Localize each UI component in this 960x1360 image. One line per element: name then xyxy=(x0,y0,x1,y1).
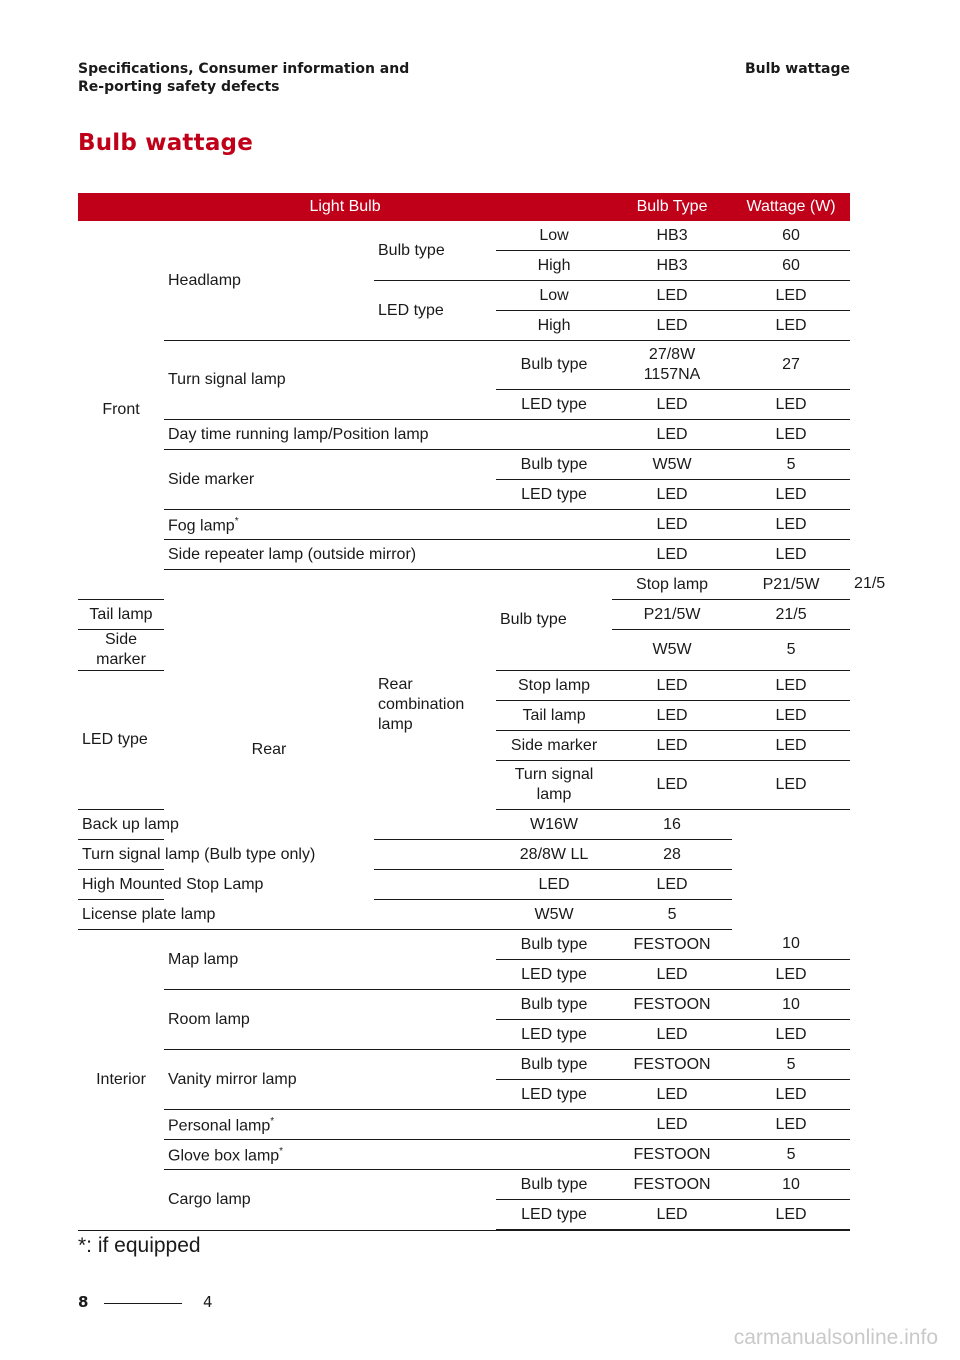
lamp-subtype: LED type xyxy=(78,671,164,810)
wattage-cell: LED xyxy=(732,671,850,701)
wattage-cell: LED xyxy=(732,390,850,420)
bulb-type-cell: 27/8W 1157NA xyxy=(612,341,732,390)
lamp-variant: High xyxy=(496,251,612,281)
lamp-variant: Side marker xyxy=(496,731,612,761)
bulb-type-cell: LED xyxy=(612,1200,732,1231)
header-wattage: Wattage (W) xyxy=(732,193,850,221)
wattage-cell: LED xyxy=(732,281,850,311)
table-row xyxy=(78,510,850,540)
page-title: Bulb wattage xyxy=(78,130,254,156)
lamp-name: Turn signal lamp (Bulb type only) xyxy=(78,840,496,870)
equipped-asterisk: * xyxy=(270,1116,275,1128)
wattage-cell: 10 xyxy=(732,1170,850,1200)
bulb-type-cell: LED xyxy=(612,510,732,540)
lamp-variant: Stop lamp xyxy=(496,671,612,701)
table-row xyxy=(78,420,850,450)
bulb-type-cell: LED xyxy=(612,420,732,450)
bulb-type-cell: FESTOON xyxy=(612,1170,732,1200)
wattage-cell: 60 xyxy=(732,221,850,251)
wattage-cell: 5 xyxy=(732,450,850,480)
lamp-subtype: LED type xyxy=(496,480,612,510)
footnote-if-equipped: *: if equipped xyxy=(78,1234,201,1257)
bulb-type-cell: FESTOON xyxy=(612,930,732,960)
bulb-type-cell: FESTOON xyxy=(612,990,732,1020)
bulb-type-cell: W5W xyxy=(612,450,732,480)
bulb-type-cell: LED xyxy=(612,540,732,570)
lamp-name: Fog lamp* xyxy=(164,510,612,540)
lamp-name: Vanity mirror lamp xyxy=(164,1050,496,1110)
wattage-cell: LED xyxy=(732,311,850,341)
bulb-type-cell: LED xyxy=(612,1080,732,1110)
bulb-type-cell: LED xyxy=(612,390,732,420)
lamp-variant: Side marker xyxy=(78,630,164,671)
lamp-name: Cargo lamp xyxy=(164,1170,496,1231)
lamp-name: Turn signal lamp xyxy=(164,341,496,420)
lamp-name: Side repeater lamp (outside mirror) xyxy=(164,540,612,570)
wattage-cell: 28 xyxy=(612,840,732,870)
bulb-type-cell: LED xyxy=(612,480,732,510)
bulb-type-cell: LED xyxy=(612,960,732,990)
bulb-wattage-table xyxy=(78,193,886,1231)
page-number: 4 xyxy=(203,1293,213,1311)
wattage-cell: LED xyxy=(732,761,850,810)
lamp-name: High Mounted Stop Lamp xyxy=(78,870,496,900)
group-interior: Interior xyxy=(78,930,164,1231)
lamp-name: Side marker xyxy=(164,450,496,510)
wattage-cell: LED xyxy=(732,731,850,761)
bulb-type-cell: W5W xyxy=(496,900,612,930)
bulb-type-cell: LED xyxy=(612,671,732,701)
lamp-subtype: Bulb type xyxy=(496,450,612,480)
wattage-cell: LED xyxy=(612,870,732,900)
bulb-type-cell: LED xyxy=(612,761,732,810)
wattage-cell: LED xyxy=(732,960,850,990)
lamp-variant: Turn signal lamp xyxy=(496,761,612,810)
lamp-subtype: LED type xyxy=(496,960,612,990)
header-bulb-type: Bulb Type xyxy=(612,193,732,221)
wattage-cell: LED xyxy=(732,701,850,731)
equipped-asterisk: * xyxy=(234,516,239,528)
bulb-type-cell: HB3 xyxy=(612,221,732,251)
wattage-cell: 10 xyxy=(732,930,850,960)
lamp-subtype: Bulb type xyxy=(496,1170,612,1200)
wattage-cell: LED xyxy=(732,510,850,540)
table-row: Rear Rear combination lamp Bulb type Stop lamp P21/5W 21/5 xyxy=(78,570,850,600)
lamp-subtype: Bulb type xyxy=(374,221,496,281)
equipped-asterisk: * xyxy=(279,1146,284,1158)
table-header-row xyxy=(78,193,850,221)
table-row xyxy=(78,930,850,960)
bulb-type-cell: FESTOON xyxy=(612,1140,732,1170)
table-row xyxy=(78,1050,850,1080)
lamp-subtype: LED type xyxy=(496,1020,612,1050)
table-row xyxy=(78,1110,850,1140)
page-number-divider xyxy=(104,1303,182,1304)
bulb-type-cell: P21/5W xyxy=(612,600,732,630)
bulb-type-cell: HB3 xyxy=(612,251,732,281)
bulb-type-cell: LED xyxy=(612,311,732,341)
wattage-cell: LED xyxy=(732,1200,850,1231)
header-chapter-title: Specifications, Consumer information and Re-porting safety defects xyxy=(78,61,410,95)
lamp-subtype: Bulb type xyxy=(496,570,612,671)
bulb-type-cell: LED xyxy=(612,1020,732,1050)
lamp-subtype: LED type xyxy=(496,390,612,420)
bulb-type-cell: 28/8W LL xyxy=(496,840,612,870)
lamp-subtype: LED type xyxy=(374,281,496,341)
table-row xyxy=(78,1140,850,1170)
lamp-name: Rear combination lamp xyxy=(374,570,496,840)
wattage-cell: 5 xyxy=(732,1140,850,1170)
lamp-subtype: Back up lamp xyxy=(78,810,374,840)
bulb-type-cell: LED xyxy=(612,731,732,761)
bulb-type-cell: LED xyxy=(612,281,732,311)
lamp-name: Glove box lamp* xyxy=(164,1140,612,1170)
bulb-type-cell: LED xyxy=(612,701,732,731)
group-rear: Rear xyxy=(164,570,374,930)
table-row xyxy=(78,990,850,1020)
wattage-cell: 10 xyxy=(732,990,850,1020)
wattage-cell: 21/5 xyxy=(732,600,850,630)
chapter-number: 8 xyxy=(78,1293,89,1311)
group-front: Front xyxy=(78,221,164,600)
header-section-title: Bulb wattage xyxy=(744,61,850,77)
wattage-cell: LED xyxy=(732,1020,850,1050)
wattage-cell: LED xyxy=(732,1110,850,1140)
lamp-name: Day time running lamp/Position lamp xyxy=(164,420,612,450)
table-row xyxy=(78,870,850,900)
wattage-cell: 5 xyxy=(612,900,732,930)
lamp-subtype: Bulb type xyxy=(496,341,612,390)
wattage-cell: 5 xyxy=(732,1050,850,1080)
wattage-cell: 60 xyxy=(732,251,850,281)
header-light-bulb: Light Bulb xyxy=(78,193,612,221)
lamp-name: Headlamp xyxy=(164,221,374,341)
lamp-name: Room lamp xyxy=(164,990,496,1050)
bulb-type-cell: LED xyxy=(612,1110,732,1140)
table-row xyxy=(78,221,850,251)
lamp-name: Personal lamp* xyxy=(164,1110,612,1140)
wattage-cell: 5 xyxy=(732,630,850,671)
bulb-type-cell: W5W xyxy=(612,630,732,671)
table-row xyxy=(78,1170,850,1200)
wattage-cell: 27 xyxy=(732,341,850,390)
lamp-subtype: LED type xyxy=(496,1200,612,1231)
bulb-type-cell: LED xyxy=(496,870,612,900)
lamp-variant: Low xyxy=(496,281,612,311)
bulb-type-cell: W16W xyxy=(496,810,612,840)
wattage-cell: 16 xyxy=(612,810,732,840)
lamp-variant: Low xyxy=(496,221,612,251)
lamp-subtype: LED type xyxy=(496,1080,612,1110)
wattage-cell: LED xyxy=(732,480,850,510)
table-row xyxy=(78,900,850,930)
lamp-variant: Stop lamp xyxy=(612,570,732,600)
wattage-cell: LED xyxy=(732,1080,850,1110)
wattage-cell: LED xyxy=(732,540,850,570)
lamp-name: License plate lamp xyxy=(78,900,496,930)
table-row xyxy=(78,341,850,390)
lamp-subtype: Bulb type xyxy=(496,930,612,960)
watermark-text: carmanualsonline.info xyxy=(733,1326,938,1349)
lamp-variant: High xyxy=(496,311,612,341)
lamp-subtype: Bulb type xyxy=(496,990,612,1020)
bulb-type-cell: P21/5W xyxy=(732,570,850,600)
lamp-subtype: Bulb type xyxy=(496,1050,612,1080)
wattage-cell: LED xyxy=(732,420,850,450)
bulb-type-cell: FESTOON xyxy=(612,1050,732,1080)
lamp-variant: Tail lamp xyxy=(496,701,612,731)
table-row xyxy=(78,450,850,480)
lamp-variant: Tail lamp xyxy=(78,600,164,630)
table-row xyxy=(78,540,850,570)
table-row xyxy=(78,840,850,870)
lamp-name: Map lamp xyxy=(164,930,496,990)
